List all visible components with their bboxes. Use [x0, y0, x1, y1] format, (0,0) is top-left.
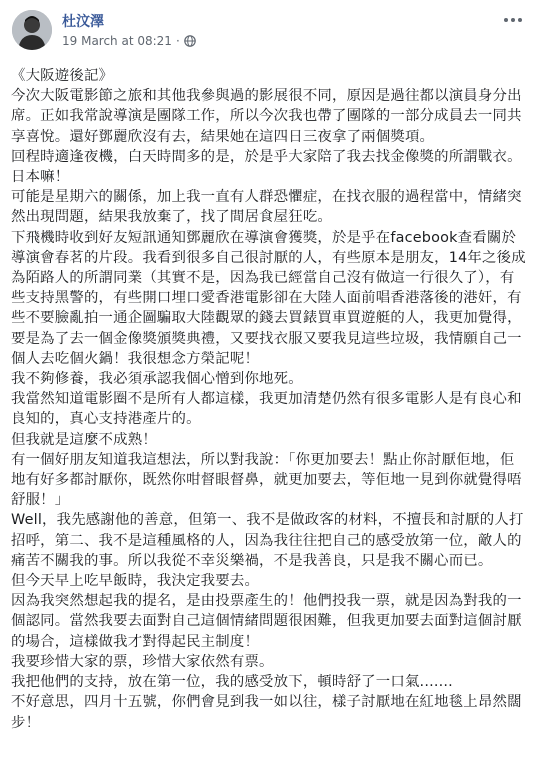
post-header	[0, 0, 535, 56]
post-paragraph: Well，我先感謝他的善意，但第一、我不是做政客的材料，不擅長和討厭的人打招呼，第二、我不是這種風格的人，因為我往往把自己的感受放第一位，敵人的痛苦不關我的事。所以我從不幸災樂禍，不是我善良，只是我不關心而已。	[11, 512, 524, 569]
post-paragraph: 不好意思，四月十五號，你們會見到我一如以往，樣子討厭地在紅地毯上昂然闊步！	[11, 694, 522, 731]
globe-icon[interactable]	[184, 35, 196, 47]
post-paragraph: 今次大阪電影節之旅和其他我參與過的影展很不同，原因是過往都以演員身分出席。正如我常說導演是團隊工作，所以今次我也帶了團隊的一部分成員去一同共享喜悅。還好鄧麗欣沒有去，結果她在這四日三夜拿了兩個獎項。	[11, 88, 522, 145]
post-paragraph: 我把他們的支持，放在第一位，我的感受放下，頓時舒了一口氣.......	[11, 674, 453, 691]
post-paragraph: 可能是星期六的關係，加上我一直有人群恐懼症，在找衣服的過程當中，情緒突然出現問題，結果我放棄了，找了間居食屋狂吃。	[11, 189, 522, 226]
meta-separator: ·	[175, 34, 180, 48]
post-paragraph: 但今天早上吃早飯時，我決定我要去。	[11, 573, 260, 590]
post-paragraph: 我要珍惜大家的票，珍惜大家依然有票。	[11, 653, 274, 670]
post-paragraph: 但我就是這麼不成熟！	[11, 431, 157, 448]
post-paragraph: 我不夠修養，我必須承認我個心憎到你地死。	[11, 371, 303, 388]
post-timestamp[interactable]: 19 March at 08:21	[62, 34, 172, 48]
post-paragraph: 因為我突然想起我的提名，是由投票產生的！他們投我一票，就是因為對我的一個認同。當然我要去面對自己這個情緒問題很困難，但我更加要去面對這個討厭的場合，這樣做我才對得起民主制度！	[11, 593, 522, 650]
post-paragraph: 《大阪遊後記》	[11, 68, 114, 84]
more-options-icon[interactable]	[501, 10, 525, 30]
post-paragraph: 有一個好朋友知道我這想法，所以對我說：「你更加要去！點止你討厭佢地，佢地有好多都討厭你，既然你咁督眼督鼻，就更加要去，等佢地一見到你就覺得唔舒服！」	[11, 451, 522, 509]
post-paragraph: 回程時適逢夜機，白天時間多的是，於是乎大家陪了我去找金像獎的所謂戰衣。日本嘛！	[11, 148, 522, 186]
post-body	[11, 66, 526, 733]
avatar[interactable]	[12, 10, 52, 50]
post-paragraph: 下飛機時收到好友短訊通知鄧麗欣在導演會獲獎，於是乎在facebook查看關於導演會春茗的片段。我看到很多自己很討厭的人，有些原本是朋友，14年之後成為陌路人的所謂同業（其實不是，因為我已經當自己沒有做這一行很久了），有些支持黑警的，有些開口埋口愛香港電影卻在大陸人面前唱香港落後的港奸，有些不要臉亂拍一通企圖騙取大陸觀眾的錢去買錶買車買遊艇的人，我更加覺得，要是為了去一個金像獎頒獎典禮，又要找衣服又要我見這些垃圾，我情願自己一個人去吃個火鍋！我很想念方榮記呢！	[11, 229, 526, 367]
post-meta	[62, 34, 196, 48]
post-paragraph: 我當然知道電影圈不是所有人都這樣，我更加清楚仍然有很多電影人是有良心和良知的，真心支持港產片的。	[11, 391, 522, 428]
author-name[interactable]: 杜汶澤	[62, 14, 104, 30]
